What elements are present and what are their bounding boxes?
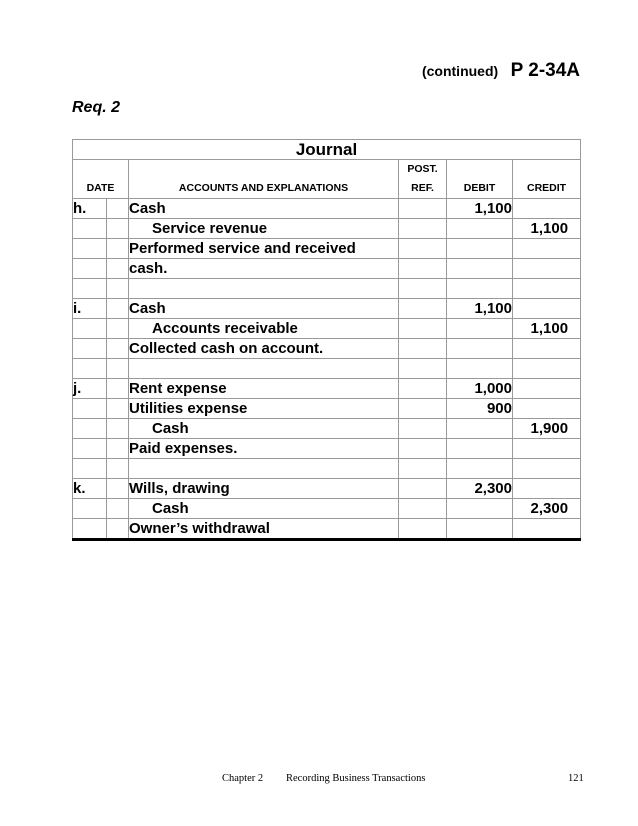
journal-row <box>73 519 581 540</box>
post-ref-cell <box>399 399 447 419</box>
date-cell: i. <box>73 299 107 319</box>
account-cell: Performed service and received <box>129 239 399 259</box>
account-cell: Cash <box>129 199 399 219</box>
post-ref-cell <box>399 479 447 499</box>
date-cell <box>73 319 107 339</box>
credit-cell <box>513 479 581 499</box>
requirement-label: Req. 2 <box>72 99 121 116</box>
date-cell: j. <box>73 379 107 399</box>
debit-cell: 1,100 <box>447 199 513 219</box>
post-ref-cell <box>399 259 447 279</box>
debit-cell <box>447 439 513 459</box>
date-day-cell <box>107 219 129 239</box>
date-day-cell <box>107 319 129 339</box>
post-ref-cell <box>399 359 447 379</box>
debit-cell <box>447 499 513 519</box>
account-cell: Cash <box>129 299 399 319</box>
journal-row <box>73 259 581 279</box>
date-cell <box>73 419 107 439</box>
journal-row <box>73 439 581 459</box>
date-day-cell <box>107 399 129 419</box>
journal-row <box>73 379 581 399</box>
column-header-row <box>73 160 581 199</box>
page-header <box>422 60 580 82</box>
post-ref-header: POST. REF. <box>399 160 447 199</box>
date-day-cell <box>107 199 129 219</box>
date-cell: k. <box>73 479 107 499</box>
credit-cell: 1,100 <box>513 219 581 239</box>
debit-cell <box>447 319 513 339</box>
credit-cell: 1,900 <box>513 419 581 439</box>
date-cell <box>73 399 107 419</box>
journal-row <box>73 299 581 319</box>
journal-row <box>73 359 581 379</box>
journal-title: Journal <box>73 140 581 160</box>
journal-title-row <box>73 140 581 160</box>
date-cell <box>73 219 107 239</box>
account-cell <box>129 359 399 379</box>
post-ref-cell <box>399 419 447 439</box>
debit-cell: 900 <box>447 399 513 419</box>
journal-row <box>73 339 581 359</box>
date-day-cell <box>107 259 129 279</box>
journal-row <box>73 319 581 339</box>
date-day-cell <box>107 299 129 319</box>
credit-header: CREDIT <box>513 160 581 199</box>
date-cell <box>73 439 107 459</box>
date-header: DATE <box>73 160 129 199</box>
account-cell: Paid expenses. <box>129 439 399 459</box>
debit-cell: 1,000 <box>447 379 513 399</box>
date-cell <box>73 259 107 279</box>
debit-cell: 1,100 <box>447 299 513 319</box>
post-ref-cell <box>399 239 447 259</box>
date-day-cell <box>107 459 129 479</box>
account-cell <box>129 279 399 299</box>
journal-table <box>72 139 581 541</box>
journal-row <box>73 399 581 419</box>
journal-row <box>73 419 581 439</box>
credit-cell: 2,300 <box>513 499 581 519</box>
date-day-cell <box>107 339 129 359</box>
credit-cell <box>513 379 581 399</box>
footer-title: Recording Business Transactions <box>286 773 426 784</box>
journal-row <box>73 199 581 219</box>
debit-cell <box>447 279 513 299</box>
debit-cell <box>447 359 513 379</box>
account-cell: Cash <box>129 499 399 519</box>
account-cell: Wills, drawing <box>129 479 399 499</box>
journal-row <box>73 239 581 259</box>
post-ref-cell <box>399 499 447 519</box>
date-day-cell <box>107 519 129 540</box>
credit-cell <box>513 299 581 319</box>
credit-cell <box>513 259 581 279</box>
credit-cell: 1,100 <box>513 319 581 339</box>
debit-cell <box>447 259 513 279</box>
credit-cell <box>513 439 581 459</box>
account-cell: Owner’s withdrawal <box>129 519 399 540</box>
post-ref-cell <box>399 279 447 299</box>
credit-cell <box>513 339 581 359</box>
post-ref-cell <box>399 339 447 359</box>
debit-header: DEBIT <box>447 160 513 199</box>
debit-cell: 2,300 <box>447 479 513 499</box>
date-day-cell <box>107 279 129 299</box>
debit-cell <box>447 459 513 479</box>
post-ref-cell <box>399 319 447 339</box>
journal-row <box>73 279 581 299</box>
account-cell: Rent expense <box>129 379 399 399</box>
date-cell <box>73 279 107 299</box>
post-ref-cell <box>399 439 447 459</box>
date-cell <box>73 519 107 540</box>
credit-cell <box>513 279 581 299</box>
date-cell <box>73 359 107 379</box>
footer-page-number: 121 <box>568 773 584 784</box>
journal-row <box>73 499 581 519</box>
date-cell <box>73 339 107 359</box>
post-ref-cell <box>399 199 447 219</box>
debit-cell <box>447 419 513 439</box>
debit-cell <box>447 219 513 239</box>
journal-row <box>73 459 581 479</box>
journal-row <box>73 219 581 239</box>
credit-cell <box>513 359 581 379</box>
date-day-cell <box>107 479 129 499</box>
account-cell: Accounts receivable <box>129 319 399 339</box>
date-day-cell <box>107 499 129 519</box>
date-day-cell <box>107 419 129 439</box>
account-cell <box>129 459 399 479</box>
date-cell <box>73 459 107 479</box>
post-ref-cell <box>399 299 447 319</box>
account-cell: Cash <box>129 419 399 439</box>
date-cell <box>73 499 107 519</box>
debit-cell <box>447 239 513 259</box>
credit-cell <box>513 239 581 259</box>
continued-label: (continued) <box>421 63 499 79</box>
footer-chapter: Chapter 2 <box>222 773 264 784</box>
account-cell: Utilities expense <box>129 399 399 419</box>
debit-cell <box>447 519 513 540</box>
date-day-cell <box>107 359 129 379</box>
post-ref-cell <box>399 459 447 479</box>
account-cell: Collected cash on account. <box>129 339 399 359</box>
post-ref-cell <box>399 519 447 540</box>
problem-number: P 2-34A <box>510 60 580 81</box>
date-day-cell <box>107 379 129 399</box>
date-cell <box>73 239 107 259</box>
account-cell: Service revenue <box>129 219 399 239</box>
post-ref-cell <box>399 219 447 239</box>
credit-cell <box>513 459 581 479</box>
credit-cell <box>513 519 581 540</box>
journal-row <box>73 479 581 499</box>
post-ref-cell <box>399 379 447 399</box>
account-cell: cash. <box>129 259 399 279</box>
debit-cell <box>447 339 513 359</box>
credit-cell <box>513 399 581 419</box>
date-cell: h. <box>73 199 107 219</box>
date-day-cell <box>107 239 129 259</box>
accounts-header: ACCOUNTS AND EXPLANATIONS <box>129 160 399 199</box>
date-day-cell <box>107 439 129 459</box>
credit-cell <box>513 199 581 219</box>
journal-body <box>73 199 581 540</box>
